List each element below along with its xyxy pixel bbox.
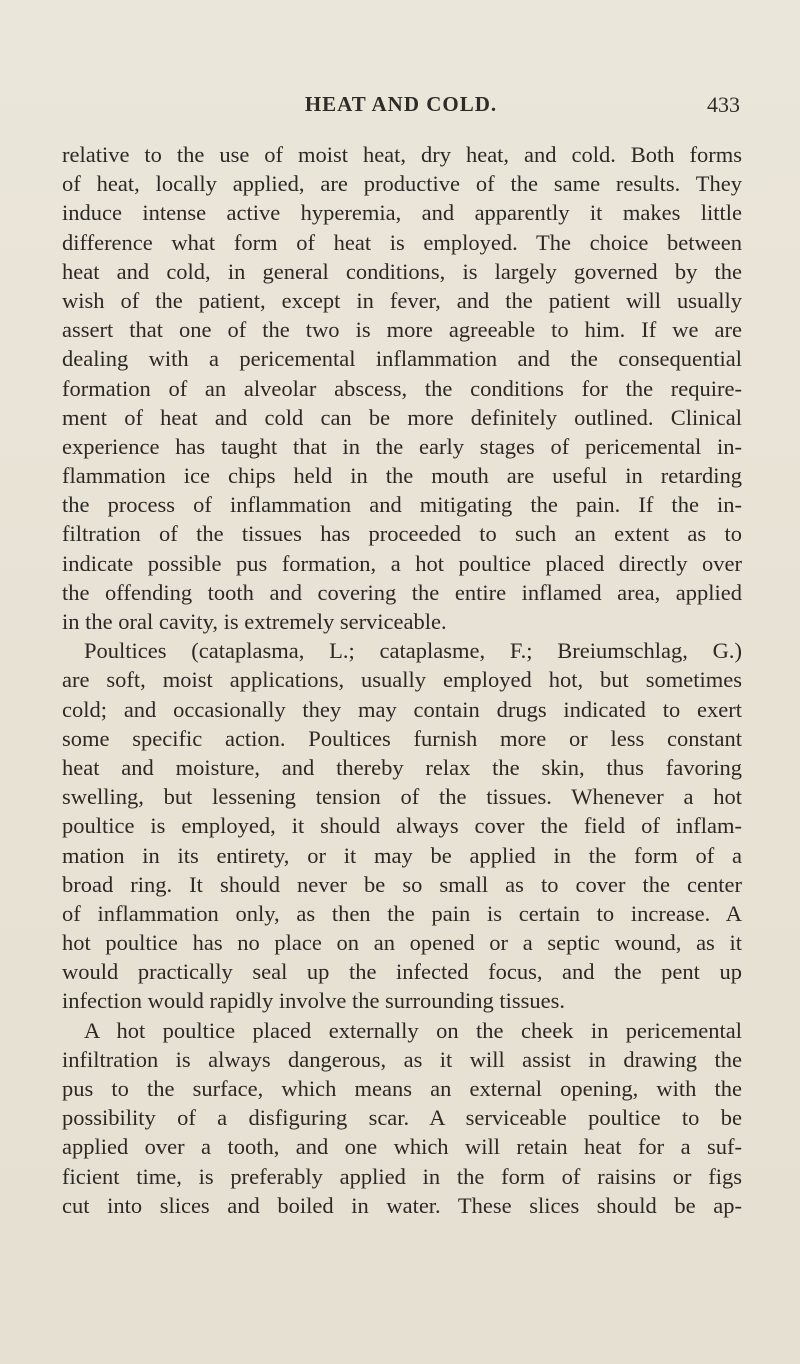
text-line: of heat, locally applied, are productive of the same results. They	[62, 171, 742, 197]
text-line: dealing with a pericemental inflammation and the consequential	[62, 346, 742, 372]
paragraph-end-line: infection would rapidly involve the surrounding tissues.	[62, 988, 566, 1014]
text-line: ment of heat and cold can be more definitely outlined. Clinical	[62, 404, 742, 430]
text-line: pus to the surface, which means an external opening, with the	[62, 1076, 742, 1101]
text-line: hot poultice has no place on an opened or a septic wound, as it	[62, 930, 742, 956]
text-line: relative to the use of moist heat, dry heat, and cold. Both forms	[62, 142, 742, 167]
paragraph-end-line: in the oral cavity, is extremely serviceable.	[62, 609, 447, 634]
paragraph-start-line: A hot poultice placed externally on the cheek in pericemental	[84, 1017, 742, 1043]
text-line: difference what form of heat is employed. The choice between	[62, 229, 742, 255]
text-line: infiltration is always dangerous, as it will assist in drawing the	[62, 1046, 742, 1072]
text-line: broad ring. It should never be so small as to cover the center	[62, 871, 742, 897]
text-line: assert that one of the two is more agreeable to him. If we are	[62, 317, 742, 343]
text-line: cold; and occasionally they may contain drugs indicated to exert	[62, 696, 742, 722]
text-line: cut into slices and boiled in water. These slices should be ap-	[62, 1192, 742, 1218]
text-line: experience has taught that in the early stages of pericemental in-	[62, 433, 742, 459]
paragraph-start-line: Poultices (cataplasma, L.; cataplasme, F.; Breiumschlag, G.)	[84, 638, 742, 664]
text-line: the process of inflammation and mitigating the pain. If the in-	[62, 492, 742, 518]
text-line: some specific action. Poultices furnish more or less constant	[62, 725, 742, 751]
text-line: ficient time, is preferably applied in the form of raisins or figs	[62, 1163, 742, 1189]
text-line: would practically seal up the infected focus, and the pent up	[62, 959, 742, 985]
text-line: filtration of the tissues has proceeded to such an extent as to	[62, 521, 742, 547]
text-line: indicate possible pus formation, a hot poultice placed directly over	[62, 550, 742, 576]
text-line: heat and moisture, and thereby relax the skin, thus favoring	[62, 754, 742, 780]
text-line: wish of the patient, except in fever, and the patient will usually	[62, 287, 742, 313]
text-line: induce intense active hyperemia, and apparently it makes little	[62, 200, 742, 226]
text-line: applied over a tooth, and one which will retain heat for a suf-	[62, 1134, 742, 1160]
text-line: formation of an alveolar abscess, the conditions for the require-	[62, 375, 742, 401]
page-number: 433	[707, 92, 740, 117]
running-head	[62, 92, 740, 122]
text-line: heat and cold, in general conditions, is largely governed by the	[62, 258, 742, 284]
text-line: poultice is employed, it should always cover the field of inflam-	[62, 813, 742, 839]
text-line: mation in its entirety, or it may be applied in the form of a	[62, 842, 742, 868]
chapter-title: HEAT AND COLD.	[304, 92, 498, 116]
text-line: flammation ice chips held in the mouth are useful in retarding	[62, 463, 742, 489]
text-line: swelling, but lessening tension of the tissues. Whenever a hot	[62, 784, 742, 810]
text-line: possibility of a disfiguring scar. A serviceable poultice to be	[62, 1105, 742, 1131]
body-text	[62, 140, 742, 1220]
text-line: are soft, moist applications, usually employed hot, but sometimes	[62, 667, 742, 693]
text-line: the offending tooth and covering the entire inflamed area, applied	[62, 579, 742, 605]
text-line: of inflammation only, as then the pain is certain to increase. A	[62, 900, 742, 926]
